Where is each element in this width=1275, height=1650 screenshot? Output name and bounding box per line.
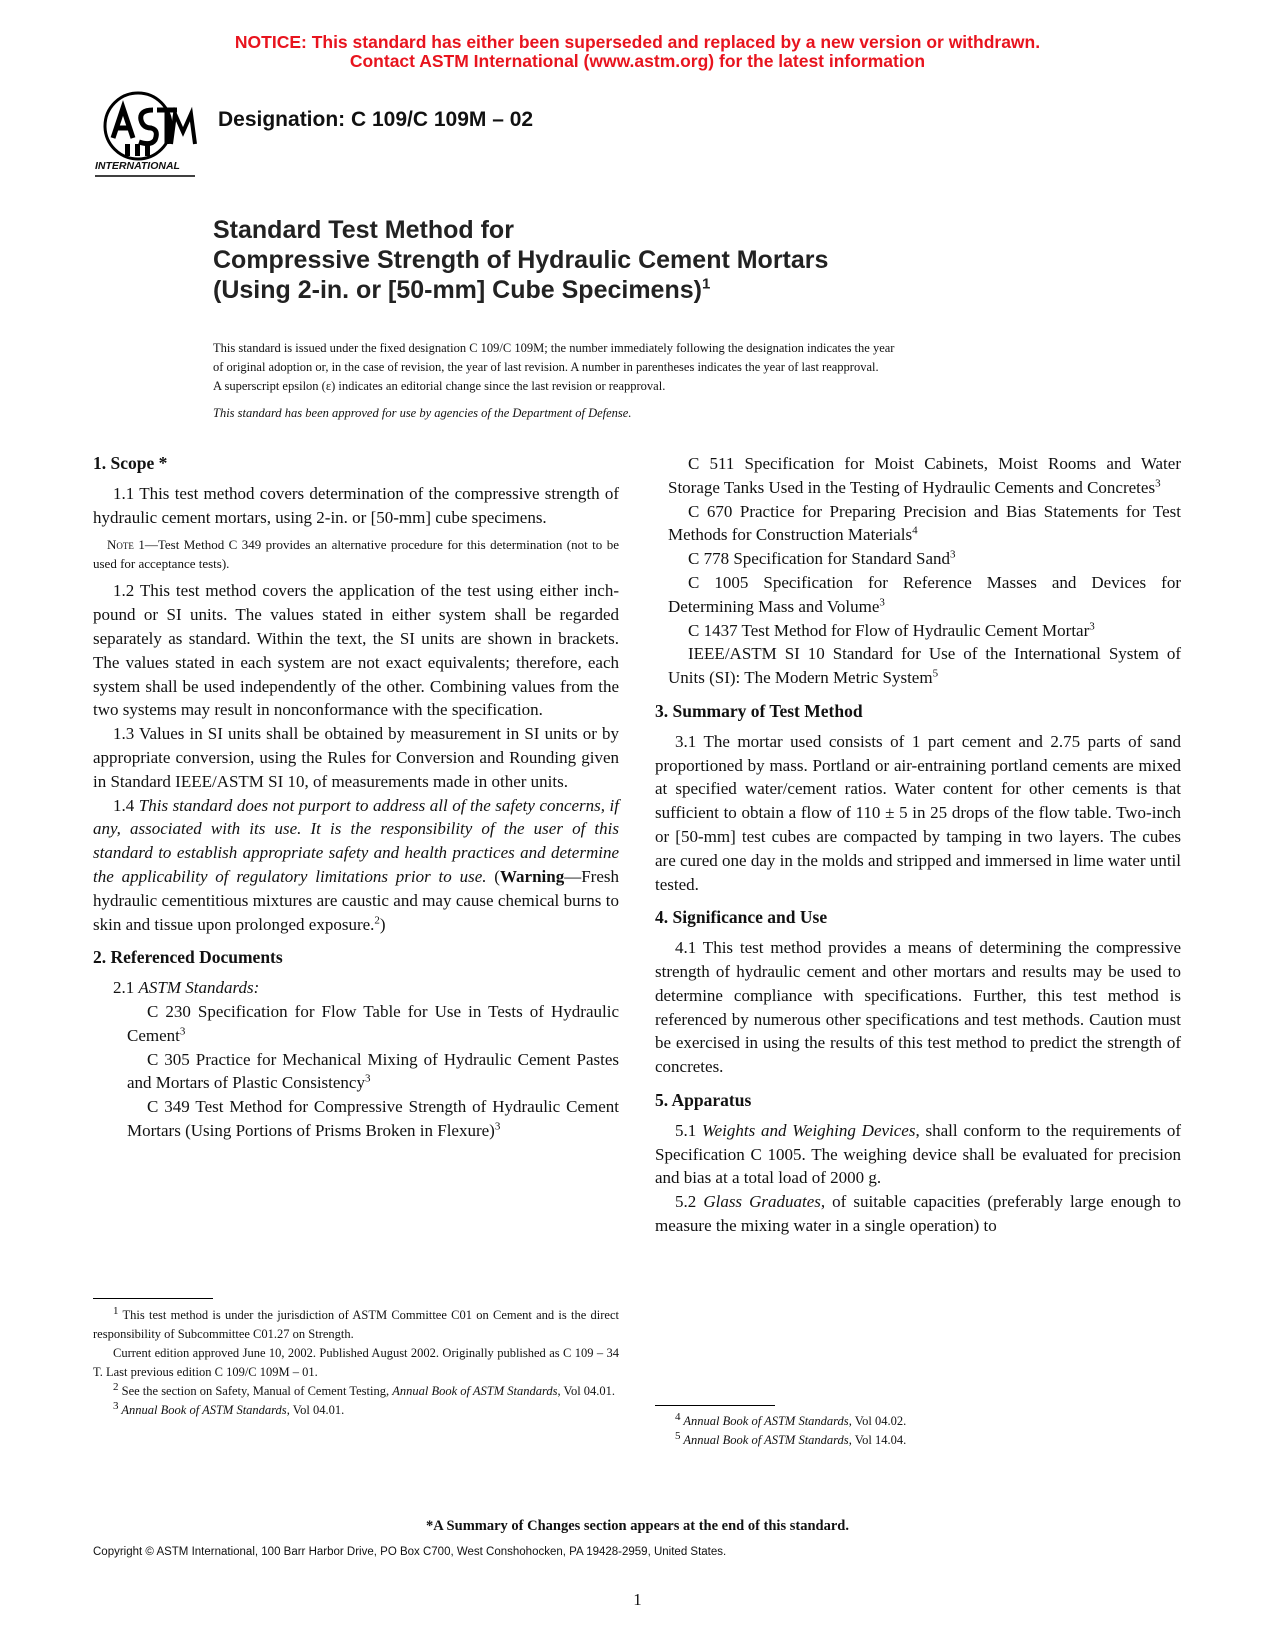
para-5-2 [655, 1190, 1181, 1238]
ref-text: C 230 Specification for Flow Table for Use in Tests of Hydraulic Cement [127, 1001, 619, 1045]
title-line-1: Standard Test Method for [213, 216, 514, 244]
refdocs-sub-title: ASTM Standards: [138, 978, 260, 998]
title-line-3-text: (Using 2-in. or [50-mm] Cube Specimens) [213, 276, 702, 304]
ref-c778 [655, 547, 1181, 571]
ref-text: C 511 Specification for Moist Cabinets, Moist Rooms and Water Storage Tanks Used in the Testing of Hydraulic Cements and Concretes [668, 454, 1181, 497]
para-1-2: 1.2 This test method covers the application of the test using either inch-pound or SI units. The values stated in either system shall be regarded separately as standard. Within the text, the SI units are shown in brackets. The values stated in each system are not exact equivalents; therefore, each system shall be used independently of the other. Combining values from the two systems may result in nonconformance with the specification. [93, 581, 619, 720]
summary-heading: 3. Summary of Test Method [655, 700, 863, 721]
issuance-statement [213, 339, 1073, 396]
document-title [213, 215, 828, 305]
fn3-b: , Vol 04.01. [286, 1403, 345, 1417]
para-5-2-italic: Glass Graduates [703, 1192, 821, 1212]
para-4-1: 4.1 This test method provides a means of determining the compressive strength of hydraulic cement and other mortars and results may be used to determine compliance with specifications. Further, this test method is referenced by numerous other specifications and test methods. Caution must be exercised in using the results of this test method to predict the strength of concretes. [655, 938, 1181, 1077]
para-3-1: 3.1 The mortar used consists of 1 part cement and 2.75 parts of sand proportioned by mass. Portland or air-entraining portland cements are mixed at specified water/cement ratios. Water content for other cements is that sufficient to obtain a flow of 110 ± 5 in 25 drops of the flow table. Two-inch or [50-mm] test cubes are compacted by tamping in two layers. The cubes are cured one day in the molds and stripped and immersed in lime water until tested. [655, 731, 1181, 894]
para-1-4-num: 1.4 [113, 795, 139, 815]
notice-line-1: NOTICE: This standard has either been superseded and replaced by a new version or withdrawn. [234, 32, 1041, 52]
para-5-1-italic: Weights and Weighing Devices [702, 1120, 916, 1140]
fn4-sup: 4 [675, 1410, 681, 1423]
para-5-1-num: 5.1 [675, 1120, 703, 1140]
ref-c670 [655, 500, 1181, 548]
footnote-5 [655, 1431, 1181, 1450]
ref-c305 [93, 1048, 619, 1096]
dod-approval: This standard has been approved for use by agencies of the Department of Defense. [213, 406, 632, 420]
ref-sup: 5 [932, 667, 939, 680]
issued-line-2: of original adoption or, in the case of revision, the year of last revision. A number in parentheses indicates the year of last reapproval. [213, 360, 879, 374]
note-1-text: 1—Test Method C 349 provides an alternative procedure for this determination (not to be used for acceptance tests). [93, 537, 619, 572]
ref-text: C 349 Test Method for Compressive Strength of Hydraulic Cement Mortars (Using Portions of Prisms Broken in Flexure) [127, 1097, 619, 1140]
issued-line-1: This standard is issued under the fixed designation C 109/C 109M; the number immediately following the designation indicates the year [213, 341, 895, 355]
ref-c1437 [655, 619, 1181, 643]
para-1-4-rest: —Fresh hydraulic cementitious mixtures are caustic and may cause chemical burns to skin and tissue upon prolonged exposure. [93, 866, 619, 934]
para-1-4-sup: 2 [374, 913, 380, 926]
fn4-italic: Annual Book of ASTM Standards [680, 1414, 849, 1428]
title-footnote-mark: 1 [701, 275, 711, 293]
fn1-sup: 1 [113, 1304, 119, 1317]
apparatus-heading: 5. Apparatus [655, 1089, 752, 1110]
refdocs-heading: 2. Referenced Documents [93, 947, 283, 968]
para-1-1: 1.1 This test method covers determination of the compressive strength of hydraulic cement mortars, using 2-in. or [50-mm] cube specimens. [93, 483, 619, 527]
ref-c1005 [655, 571, 1181, 619]
issued-line-3: A superscript epsilon (ε) indicates an editorial change since the last revision or reapproval. [213, 379, 666, 393]
ref-text: C 778 Specification for Standard Sand [688, 549, 951, 569]
logo-label: INTERNATIONAL [95, 160, 180, 172]
fn5-b: , Vol 14.04. [848, 1433, 907, 1447]
ref-text: C 305 Practice for Mechanical Mixing of Hydraulic Cement Pastes and Mortars of Plastic Consistency [127, 1049, 619, 1093]
title-line-2: Compressive Strength of Hydraulic Cement Mortars [213, 246, 829, 274]
footnote-rule-right [655, 1405, 775, 1406]
fn2-a: See the section on Safety, Manual of Cement Testing, [118, 1384, 393, 1398]
para-1-4-open: ( [486, 866, 500, 886]
fn5-sup: 5 [675, 1429, 681, 1442]
title-line-3 [213, 275, 828, 305]
fn2-b: , Vol 04.01. [557, 1384, 616, 1398]
notice-banner [0, 33, 1275, 71]
notice-line-2: Contact ASTM International (www.astm.org) for the latest information [349, 51, 926, 71]
fn4-b: , Vol 04.02. [848, 1414, 907, 1428]
designation: Designation: C 109/C 109M – 02 [218, 108, 534, 131]
summary-of-changes-note: *A Summary of Changes section appears at the end of this standard. [426, 1518, 849, 1534]
footnotes-right [655, 1412, 1181, 1450]
fn5-italic: Annual Book of ASTM Standards [680, 1433, 849, 1447]
fn3-sup: 3 [113, 1399, 119, 1412]
para-5-2-num: 5.2 [675, 1192, 704, 1212]
footnote-4 [655, 1412, 1181, 1431]
para-1-3: 1.3 Values in SI units shall be obtained by measurement in SI units or by appropriate conversion, using the Rules for Conversion and Rounding given in Standard IEEE/ASTM SI 10, of measurements made in other units. [93, 724, 619, 791]
page-number: 1 [633, 1590, 642, 1609]
ref-c349 [93, 1095, 619, 1143]
footnote-1b: Current edition approved June 10, 2002. Published August 2002. Originally published as C 109 – 34 T. Last previous edition C 109/C 109M – 01. [93, 1346, 619, 1379]
warning-label: Warning [499, 866, 565, 886]
footnote-3 [93, 1401, 619, 1420]
para-1-4-italic: This standard does not purport to address all of the safety concerns, if any, associated with its use. It is the responsibility of the user of this standard to establish appropriate safety and health practices and determine the applicability of regulatory limitations prior to use. [93, 795, 619, 886]
astm-logo-icon [95, 88, 205, 188]
copyright: Copyright © ASTM International, 100 Barr Harbor Drive, PO Box C700, West Conshohocken, PA 19428-2959, United States. [93, 1546, 727, 1558]
ref-sup: 4 [912, 524, 918, 537]
ref-sup: 3 [494, 1120, 501, 1133]
ref-c230 [93, 1000, 619, 1048]
footnote-rule-left [93, 1298, 213, 1299]
refdocs-sub-num: 2.1 [113, 978, 139, 998]
significance-heading: 4. Significance and Use [655, 907, 828, 928]
footnotes-left [93, 1306, 619, 1420]
para-5-1 [655, 1119, 1181, 1190]
footnote-2 [93, 1382, 619, 1401]
para-1-4 [93, 794, 619, 937]
ref-sup: 3 [179, 1025, 186, 1038]
ref-sup: 3 [1155, 477, 1161, 490]
ref-text: C 1437 Test Method for Flow of Hydraulic Cement Mortar [688, 620, 1090, 640]
astm-logo [95, 88, 205, 188]
ref-si10 [655, 642, 1181, 690]
ref-text: IEEE/ASTM SI 10 Standard for Use of the International System of Units (SI): The Modern Metric System [668, 644, 1181, 688]
note-1 [93, 535, 619, 573]
para-5-1-rest: , shall conform to the requirements of Specification C 1005. The weighing device shall be evaluated for precision and bias at a total load of 2000 g. [655, 1120, 1181, 1188]
footnote-1 [93, 1306, 619, 1344]
fn2-sup: 2 [113, 1380, 119, 1393]
fn2-italic: Annual Book of ASTM Standards [392, 1384, 558, 1398]
para-1-4-close: ) [379, 914, 386, 934]
para-5-2-rest: , of suitable capacities (preferably large enough to measure the mixing water in a single operation) to [655, 1192, 1181, 1235]
scope-heading: 1. Scope * [93, 453, 168, 473]
ref-c511 [655, 452, 1181, 500]
left-column [93, 452, 619, 1143]
ref-sup: 3 [1089, 619, 1095, 632]
right-column [655, 452, 1181, 1238]
fn3-italic: Annual Book of ASTM Standards [118, 1403, 287, 1417]
ref-sup: 3 [950, 548, 956, 561]
refdocs-subheading [93, 976, 619, 1000]
note-1-label: Note [107, 537, 134, 553]
ref-text: C 1005 Specification for Reference Masses and Devices for Determining Mass and Volume [668, 572, 1181, 616]
ref-sup: 3 [879, 596, 885, 609]
ref-sup: 3 [364, 1072, 371, 1085]
ref-text: C 670 Practice for Preparing Precision and Bias Statements for Test Methods for Construction Materials [668, 501, 1181, 545]
fn1-text: This test method is under the jurisdiction of ASTM Committee C01 on Cement and is the direct responsibility of Subcommittee C01.27 on Strength. [93, 1308, 619, 1341]
